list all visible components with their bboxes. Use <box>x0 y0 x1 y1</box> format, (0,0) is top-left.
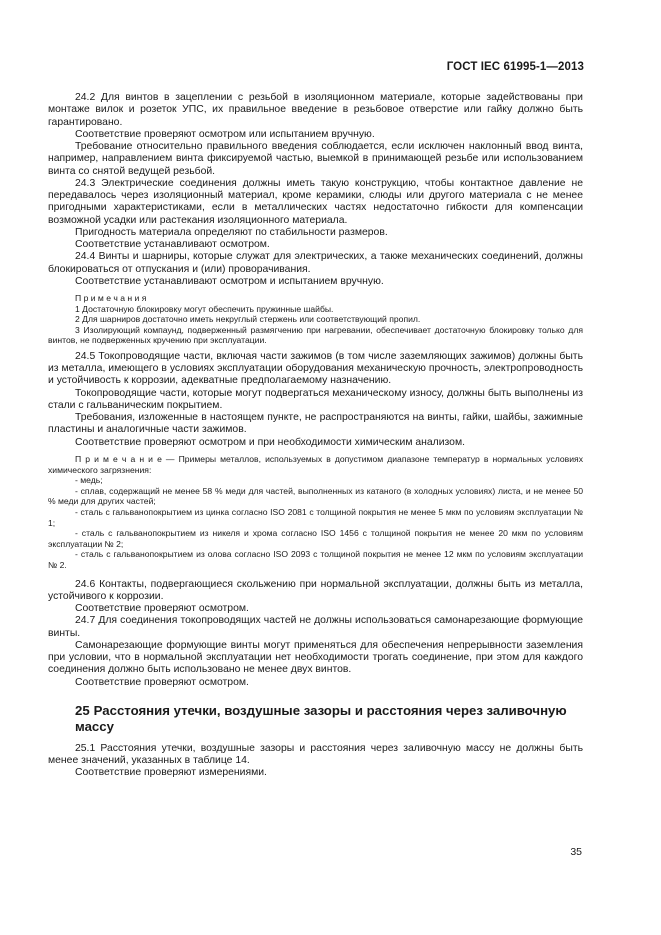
paragraph-compliance: Соответствие проверяют осмотром или испытанием вручную. <box>75 128 375 140</box>
note-item: 1 Достаточную блокировку могут обеспечить пружинные шайбы. <box>75 303 334 314</box>
paragraph: Самонарезающие формующие винты могут применяться для обеспечения непрерывности заземления при условии, что в нормальной эксплуатации нет необходимости трогать соединение, при этом для каждого соединения должно быть использовано не менее двух винтов. <box>48 639 583 676</box>
note-list-item: - сталь с гальванопокрытием из цинка согласно ISO 2081 с толщиной покрытия не менее 5 мкм по условиям эксплуатации № 1; <box>48 506 583 528</box>
document-header: ГОСТ IEC 61995-1—2013 <box>446 61 584 73</box>
paragraph-compliance: Соответствие проверяют осмотром. <box>75 603 249 614</box>
paragraph-24-2: 24.2 Для винтов в зацеплении с резьбой в изоляционном материале, которые задействованы при монтаже вилок и розеток УПС, их правильное введение в резьбовое отверстие или гайку должно быть гарантировано. <box>48 92 583 128</box>
section-title: Расстояния утечки, воздушные зазоры и расстояния через заливочную <box>93 702 567 718</box>
spacer <box>48 689 583 703</box>
spacer <box>48 735 583 743</box>
paragraph-24-4: 24.4 Винты и шарниры, которые служат для электрических, а также механических соединений, должны блокироваться от отпускания и (или) проворачивания. <box>48 251 583 275</box>
paragraph-compliance: Соответствие устанавливают осмотром. <box>75 239 270 250</box>
paragraph-compliance: Соответствие проверяют измерениями. <box>75 767 267 779</box>
paragraph-24-3: 24.3 Электрические соединения должны иметь такую конструкцию, чтобы контактное давление не передавалось через изоляционный материал, кроме керамики, слюды или другого материала с не менее пригодными характеристиками, если в металлических частях недостаточно гибкости для компенсации возможной усадки или растекания изоляционного материала. <box>48 177 583 226</box>
note-item: 3 Изолирующий компаунд, подверженный размягчению при нагревании, обеспечивает достаточную блокировку только для винтов, не подверженных кручению при эксплуатации. <box>48 324 583 346</box>
spacer <box>48 571 583 579</box>
paragraph-24-5: 24.5 Токопроводящие части, включая части зажимов (в том числе заземляющих зажимов) должны быть из металла, имеющего в условиях эксплуатации оборудования механическую прочность, электропроводность и устойчивость к коррозии, адекватные предполагаемому назначению. <box>48 350 583 387</box>
paragraph: Пригодность материала определяют по стабильности размеров. <box>75 226 388 238</box>
page-number: 35 <box>570 846 582 858</box>
section-title-continuation: массу <box>75 718 114 734</box>
section-number: 25 <box>75 702 90 718</box>
note-label: П р и м е ч а н и е <box>75 453 162 464</box>
note-list-item: - сталь с гальванопокрытием из олова согласно ISO 2093 с толщиной покрытия не менее 12 мкм по условиям эксплуатации № 2. <box>48 549 583 570</box>
note-text: — Примеры металлов, используемых в допустимом диапазоне температур в нормальных условиях химического загрязнения: <box>48 453 583 475</box>
section-heading-25 <box>48 703 583 735</box>
paragraph: Требования, изложенные в настоящем пункте, не распространяются на винты, гайки, шайбы, зажимные пластины и аналогичные части зажимов. <box>48 412 583 436</box>
paragraph: Требование относительно правильного введения соблюдается, если исключен наклонный ввод винта, например, направлением винта фиксируемой частью, выемкой в принимающей резьбе или использованием винта со снятой ведущей резьбой. <box>48 141 583 177</box>
note-list-item: - сталь с гальванопокрытием из никеля и хрома согласно ISO 1456 с толщиной покрытия не менее 20 мкм по условиям эксплуатации № 2; <box>48 528 583 549</box>
note-item: 2 Для шарниров достаточно иметь некруглый стержень или соответствующий пропил. <box>75 314 421 325</box>
paragraph-25-1: 25.1 Расстояния утечки, воздушные зазоры и расстояния через заливочную массу не должны быть менее значений, указанных в таблице 14. <box>48 742 583 766</box>
paragraph-24-6: 24.6 Контакты, подвергающиеся скольжению при нормальной эксплуатации, должны быть из металла, устойчивого к коррозии. <box>48 578 583 602</box>
paragraph-compliance: Соответствие проверяют осмотром. <box>75 676 249 688</box>
paragraph-compliance: Соответствие проверяют осмотром и при необходимости химическим анализом. <box>75 436 465 448</box>
page-body <box>48 92 583 780</box>
notes-title: П р и м е ч а н и я <box>75 293 147 303</box>
note-paragraph <box>48 454 583 475</box>
note-list-item: - медь; <box>75 475 103 486</box>
paragraph-compliance: Соответствие устанавливают осмотром и испытанием вручную. <box>75 275 384 287</box>
paragraph-24-7: 24.7 Для соединения токопроводящих частей не должны использоваться самонарезающие формующие винты. <box>48 615 583 639</box>
note-list-item: - сплав, содержащий не менее 58 % меди для частей, выполненных из катаного (в холодных условиях) листа, и не менее 50 % меди для других частей; <box>48 485 583 507</box>
paragraph: Токопроводящие части, которые могут подвергаться механическому износу, должны быть выполнены из стали с гальваническим покрытием. <box>48 387 583 411</box>
